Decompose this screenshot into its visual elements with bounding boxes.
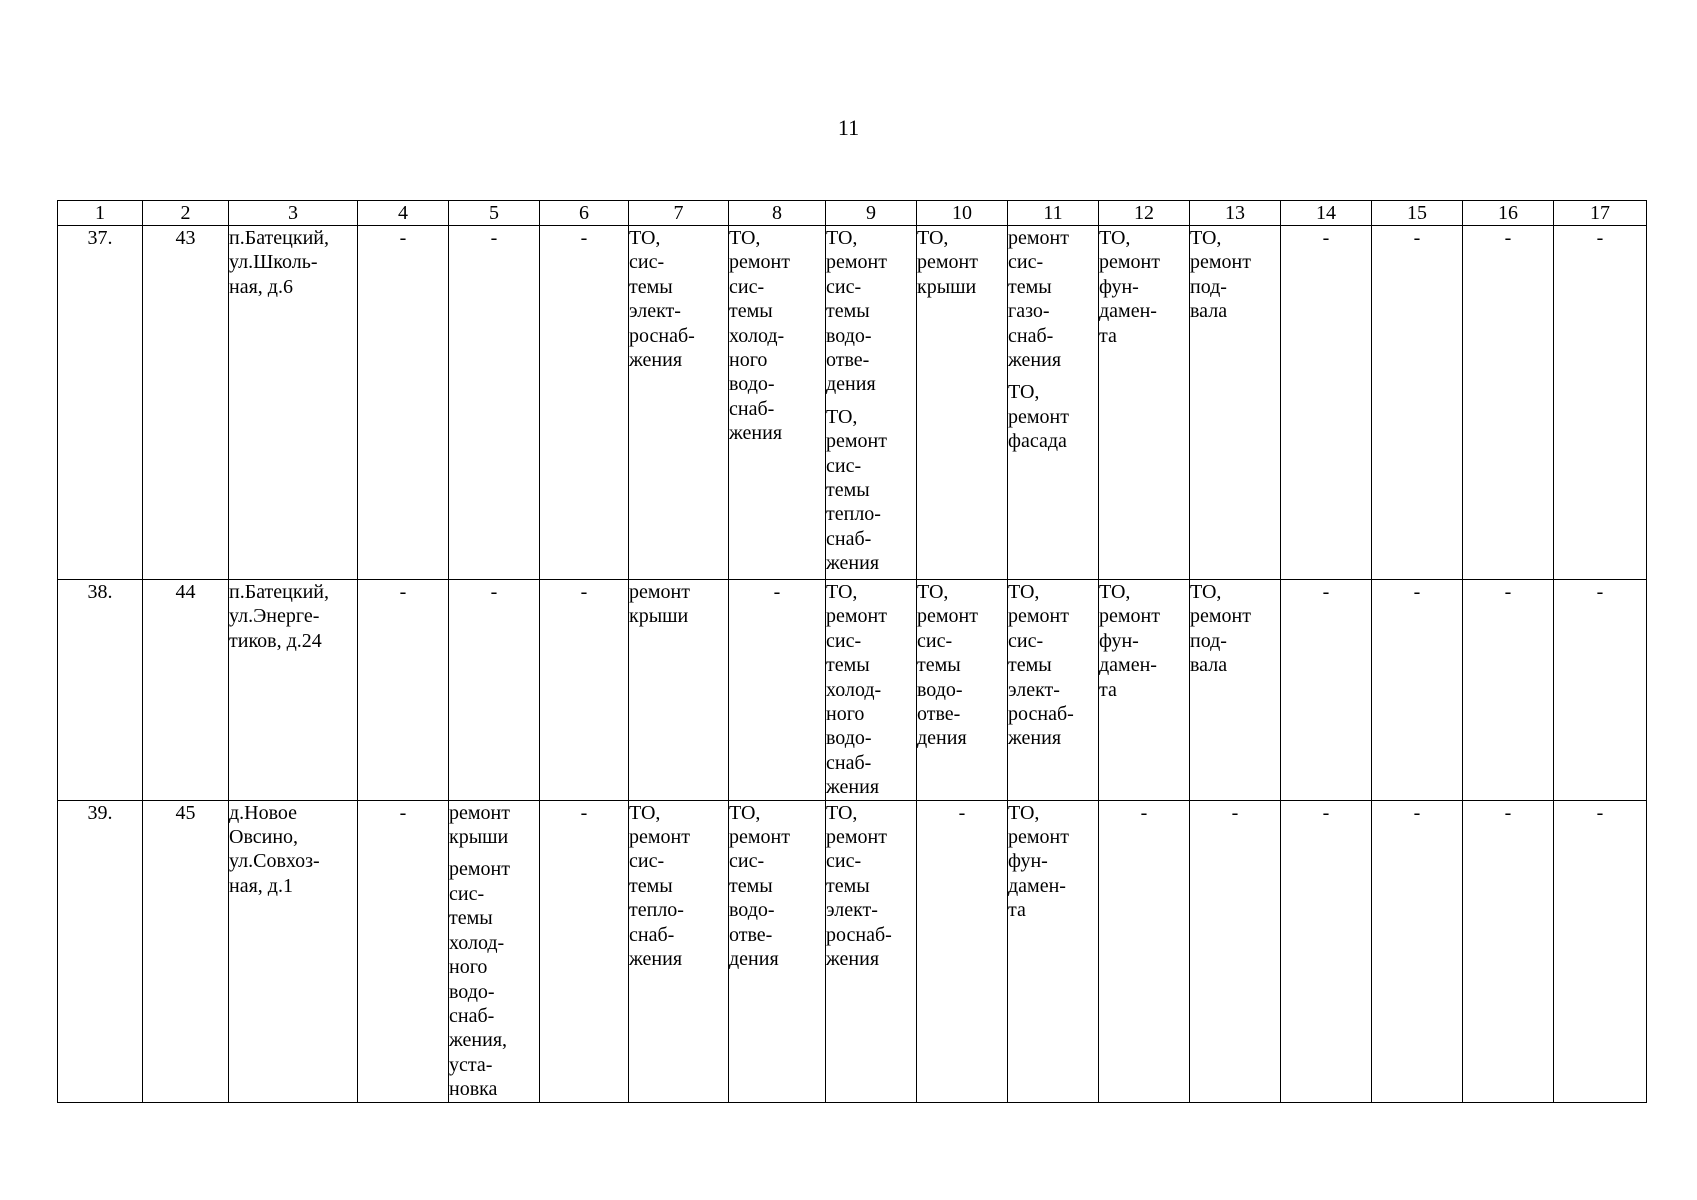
work-entry: [1190, 580, 1280, 678]
column-header-3: 3: [229, 201, 358, 226]
text-line: ул.Школь-: [229, 251, 318, 274]
text-line: ТО,: [917, 227, 949, 249]
text-line: сис-: [1008, 629, 1044, 652]
empty-value-cell: -: [1372, 800, 1463, 1102]
text-line: снаб-: [629, 923, 675, 946]
text-line: ремонт: [826, 251, 887, 274]
text-line: жения: [826, 552, 880, 575]
text-line: та: [1099, 678, 1117, 701]
empty-value-cell: -: [1281, 580, 1372, 801]
column-header-4: 4: [358, 201, 449, 226]
text-line: ул.Энерге-: [229, 605, 320, 628]
text-line: темы: [629, 874, 673, 897]
text-line: дения: [917, 727, 967, 750]
empty-value-cell: -: [358, 800, 449, 1102]
empty-value-cell: -: [1554, 580, 1647, 801]
text-line: отве-: [826, 349, 870, 372]
column-header-10: 10: [917, 201, 1008, 226]
text-line: вала: [1190, 300, 1228, 323]
column-header-17: 17: [1554, 201, 1647, 226]
work-type-cell: [826, 580, 917, 801]
work-type-cell: [1008, 800, 1099, 1102]
work-type-cell: [629, 580, 729, 801]
column-header-6: 6: [540, 201, 629, 226]
work-entry: [1099, 226, 1189, 348]
empty-value-cell: -: [358, 580, 449, 801]
text-line: газо-: [1008, 300, 1050, 323]
text-line: та: [1008, 899, 1026, 922]
text-line: ТО,: [1008, 801, 1040, 824]
work-entry: [729, 801, 825, 972]
column-header-11: 11: [1008, 201, 1099, 226]
work-entry: [729, 226, 825, 446]
text-line: темы: [449, 907, 493, 930]
text-line: роснаб-: [826, 923, 892, 946]
object-number-cell: 45: [143, 800, 229, 1102]
text-line: ремонт: [729, 251, 790, 274]
text-line: ремонт: [826, 605, 887, 628]
text-line: отве-: [729, 923, 773, 946]
text-line: сис-: [1008, 251, 1044, 274]
address-cell: [229, 800, 358, 1102]
column-header-8: 8: [729, 201, 826, 226]
text-line: ремонт: [1008, 227, 1069, 249]
text-line: фун-: [1099, 275, 1139, 298]
empty-value-cell: -: [917, 800, 1008, 1102]
header-row: [58, 201, 1647, 226]
empty-value-cell: -: [1281, 226, 1372, 580]
empty-value-cell: -: [449, 226, 540, 580]
work-type-cell: [917, 226, 1008, 580]
text-line: дения: [826, 373, 876, 396]
work-type-cell: [826, 800, 917, 1102]
text-line: снаб-: [826, 527, 872, 550]
empty-value-cell: -: [1463, 580, 1554, 801]
work-entry: [1008, 801, 1098, 923]
work-type-cell: [629, 800, 729, 1102]
text-line: темы: [1008, 654, 1052, 677]
text-line: ремонт: [629, 581, 690, 603]
work-type-cell: [729, 800, 826, 1102]
work-type-cell: [1099, 226, 1190, 580]
text-line: темы: [826, 654, 870, 677]
page-number: 11: [837, 115, 860, 140]
text-line: фасада: [1008, 430, 1067, 453]
text-line: под-: [1190, 275, 1227, 298]
work-entry: [229, 801, 357, 899]
text-line: снаб-: [729, 397, 775, 420]
text-line: жения: [629, 349, 683, 372]
text-line: ТО,: [826, 801, 858, 824]
text-line: ного: [449, 956, 488, 979]
text-line: ТО,: [1190, 581, 1222, 603]
row-number-cell: 38.: [58, 580, 143, 801]
text-line: дения: [729, 948, 779, 971]
table-row: [58, 226, 1647, 580]
empty-value-cell: -: [1372, 580, 1463, 801]
work-entry: [826, 580, 916, 800]
column-header-16: 16: [1463, 201, 1554, 226]
column-header-7: 7: [629, 201, 729, 226]
text-line: жения: [826, 776, 880, 799]
text-line: холод-: [729, 324, 785, 347]
text-line: снаб-: [826, 751, 872, 774]
text-line: ремонт: [1099, 605, 1160, 628]
text-line: ремонт: [1190, 605, 1251, 628]
text-line: ремонт: [729, 826, 790, 849]
text-line: водо-: [729, 899, 775, 922]
work-type-cell: [826, 226, 917, 580]
column-header-2: 2: [143, 201, 229, 226]
address-cell: [229, 580, 358, 801]
text-line: Овсино,: [229, 826, 299, 849]
text-line: сис-: [826, 850, 862, 873]
text-line: ремонт: [629, 826, 690, 849]
text-line: водо-: [917, 678, 963, 701]
work-type-cell: [1008, 226, 1099, 580]
work-entry: [826, 226, 916, 397]
text-line: элект-: [1008, 678, 1060, 701]
empty-value-cell: -: [1190, 800, 1281, 1102]
text-line: водо-: [729, 373, 775, 396]
text-line: темы: [1008, 275, 1052, 298]
text-line: дамен-: [1008, 874, 1066, 897]
text-line: п.Батецкий,: [229, 227, 329, 249]
text-line: элект-: [826, 899, 878, 922]
work-type-cell: [729, 226, 826, 580]
text-line: роснаб-: [1008, 703, 1074, 726]
empty-value-cell: -: [1463, 226, 1554, 580]
text-line: ТО,: [1099, 227, 1131, 249]
empty-value-cell: -: [1463, 800, 1554, 1102]
text-line: ная, д.1: [229, 874, 293, 897]
text-line: та: [1099, 324, 1117, 347]
work-entry: [629, 801, 728, 972]
work-type-cell: [629, 226, 729, 580]
text-line: ного: [729, 349, 768, 372]
text-line: ТО,: [826, 227, 858, 249]
text-line: темы: [729, 300, 773, 323]
text-line: дамен-: [1099, 654, 1157, 677]
text-line: отве-: [917, 703, 961, 726]
empty-value-cell: -: [540, 580, 629, 801]
work-entry: [917, 226, 1007, 299]
empty-value-cell: -: [1281, 800, 1372, 1102]
text-line: жения: [826, 948, 880, 971]
text-line: сис-: [729, 850, 765, 873]
object-number-cell: 44: [143, 580, 229, 801]
work-entry: [229, 580, 357, 653]
work-entry: [826, 405, 916, 576]
text-line: снаб-: [449, 1004, 495, 1027]
work-entry: [1190, 226, 1280, 324]
work-entry: [1008, 580, 1098, 751]
column-header-12: 12: [1099, 201, 1190, 226]
text-line: ТО,: [1008, 381, 1040, 404]
text-line: под-: [1190, 629, 1227, 652]
text-line: ТО,: [1008, 581, 1040, 603]
text-line: ТО,: [826, 581, 858, 603]
text-line: водо-: [826, 324, 872, 347]
work-type-cell: [1190, 580, 1281, 801]
empty-value-cell: -: [1554, 800, 1647, 1102]
text-line: водо-: [826, 727, 872, 750]
text-line: сис-: [449, 882, 485, 905]
text-line: ТО,: [917, 581, 949, 603]
text-line: ТО,: [826, 405, 858, 428]
text-line: элект-: [629, 300, 681, 323]
row-number-cell: 39.: [58, 800, 143, 1102]
empty-value-cell: -: [729, 580, 826, 801]
text-line: ТО,: [629, 801, 661, 824]
repair-schedule-table: [57, 200, 1647, 1103]
work-entry: [449, 857, 539, 1101]
work-entry: [1008, 226, 1098, 372]
table-row: [58, 800, 1647, 1102]
text-line: сис-: [729, 275, 765, 298]
text-line: снаб-: [1008, 324, 1054, 347]
column-header-13: 13: [1190, 201, 1281, 226]
text-line: сис-: [629, 251, 665, 274]
work-entry: [917, 580, 1007, 751]
empty-value-cell: -: [540, 226, 629, 580]
text-line: новка: [449, 1078, 498, 1101]
text-line: ремонт: [1008, 605, 1069, 628]
text-line: темы: [917, 654, 961, 677]
text-line: ремонт: [1099, 251, 1160, 274]
empty-value-cell: -: [449, 580, 540, 801]
work-entry: [1099, 580, 1189, 702]
text-line: фун-: [1099, 629, 1139, 652]
text-line: ремонт: [1190, 251, 1251, 274]
work-type-cell: [1190, 226, 1281, 580]
text-line: ного: [826, 703, 865, 726]
text-line: сис-: [826, 629, 862, 652]
text-line: ремонт: [826, 826, 887, 849]
work-type-cell: [1099, 580, 1190, 801]
text-line: п.Батецкий,: [229, 581, 329, 603]
empty-value-cell: -: [1554, 226, 1647, 580]
work-entry: [449, 801, 539, 850]
text-line: д.Новое: [229, 801, 298, 824]
column-header-1: 1: [58, 201, 143, 226]
text-line: ремонт: [449, 801, 510, 824]
text-line: ная, д.6: [229, 275, 293, 298]
empty-value-cell: -: [540, 800, 629, 1102]
text-line: ТО,: [729, 227, 761, 249]
text-line: ТО,: [1099, 581, 1131, 603]
text-line: крыши: [629, 605, 689, 628]
text-line: ремонт: [917, 605, 978, 628]
text-line: ремонт: [826, 430, 887, 453]
text-line: тепло-: [629, 899, 684, 922]
work-type-cell: [917, 580, 1008, 801]
address-cell: [229, 226, 358, 580]
text-line: холод-: [826, 678, 882, 701]
text-line: водо-: [449, 980, 495, 1003]
column-header-9: 9: [826, 201, 917, 226]
text-line: дамен-: [1099, 300, 1157, 323]
text-line: ремонт: [449, 858, 510, 881]
work-entry: [1008, 380, 1098, 453]
text-line: ремонт: [1008, 405, 1069, 428]
text-line: крыши: [917, 275, 977, 298]
text-line: ТО,: [629, 227, 661, 249]
work-entry: [826, 801, 916, 972]
text-line: темы: [629, 275, 673, 298]
text-line: фун-: [1008, 850, 1048, 873]
text-line: сис-: [917, 629, 953, 652]
empty-value-cell: -: [358, 226, 449, 580]
text-line: тепло-: [826, 503, 881, 526]
text-line: роснаб-: [629, 324, 695, 347]
work-entry: [629, 580, 728, 629]
column-header-14: 14: [1281, 201, 1372, 226]
text-line: ремонт: [917, 251, 978, 274]
work-entry: [629, 226, 728, 372]
text-line: ул.Совхоз-: [229, 850, 320, 873]
work-type-cell: [1008, 580, 1099, 801]
text-line: уста-: [449, 1053, 493, 1076]
text-line: жения: [1008, 349, 1062, 372]
text-line: тиков, д.24: [229, 629, 322, 652]
text-line: ТО,: [729, 801, 761, 824]
text-line: темы: [826, 874, 870, 897]
row-number-cell: 37.: [58, 226, 143, 580]
text-line: жения,: [449, 1029, 508, 1052]
table-row: [58, 580, 1647, 801]
column-header-5: 5: [449, 201, 540, 226]
text-line: ТО,: [1190, 227, 1222, 249]
text-line: темы: [826, 300, 870, 323]
empty-value-cell: -: [1372, 226, 1463, 580]
column-header-15: 15: [1372, 201, 1463, 226]
empty-value-cell: -: [1099, 800, 1190, 1102]
text-line: темы: [826, 479, 870, 502]
text-line: ремонт: [1008, 826, 1069, 849]
text-line: жения: [729, 422, 783, 445]
text-line: сис-: [826, 275, 862, 298]
text-line: жения: [629, 948, 683, 971]
work-entry: [229, 226, 357, 299]
text-line: холод-: [449, 931, 505, 954]
text-line: сис-: [826, 454, 862, 477]
text-line: темы: [729, 874, 773, 897]
text-line: сис-: [629, 850, 665, 873]
work-type-cell: [449, 800, 540, 1102]
text-line: вала: [1190, 654, 1228, 677]
text-line: крыши: [449, 826, 509, 849]
text-line: жения: [1008, 727, 1062, 750]
object-number-cell: 43: [143, 226, 229, 580]
